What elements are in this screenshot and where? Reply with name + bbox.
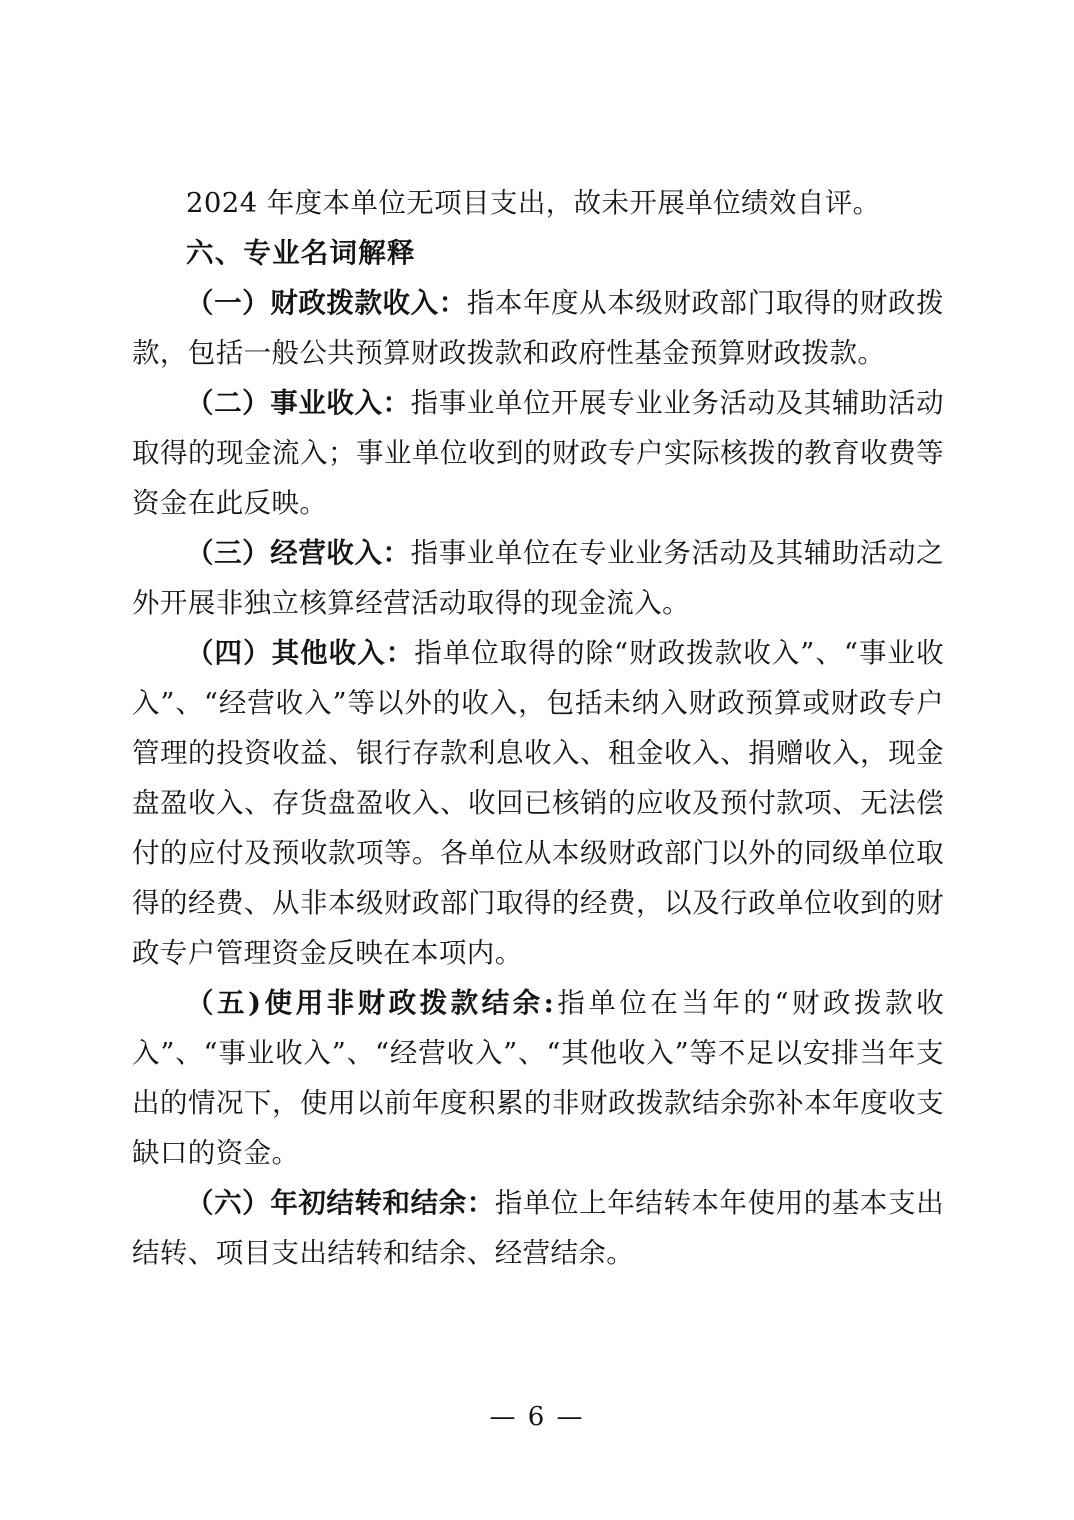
term-label-1: （一）财政拨款收入： xyxy=(186,287,467,319)
term-text-6: 指单位上年结转本年使用的基本支出结转、项目支出结转和结余、经营结余。 xyxy=(132,1187,944,1269)
term-label-3: （三）经营收入： xyxy=(186,537,411,569)
term-item-1 xyxy=(132,278,944,378)
term-text-3: 指事业单位在专业业务活动及其辅助活动之外开展非独立核算经营活动取得的现金流入。 xyxy=(132,537,944,619)
term-text-1: 指本年度从本级财政部门取得的财政拨款，包括一般公共预算财政拨款和政府性基金预算财政拨款。 xyxy=(132,287,944,369)
term-text-4: 指单位取得的除“财政拨款收入”、“事业收入”、“经营收入”等以外的收入，包括未纳入财政预算或财政专户管理的投资收益、银行存款利息收入、租金收入、捐赠收入，现金盘盈收入、存货盘盈收入、收回已核销的应收及预付款项、无法偿付的应付及预收款项等。各单位从本级财政部门以外的同级单位取得的经费、从非本级财政部门取得的经费，以及行政单位收到的财政专户管理资金反映在本项内。 xyxy=(132,637,944,969)
term-label-5: （五)使用非财政拨款结余: xyxy=(186,987,555,1019)
term-label-2: （二）事业收入： xyxy=(186,387,411,419)
page-number: — 6 — xyxy=(489,1402,585,1432)
section-heading-text: 六、专业名词解释 xyxy=(186,237,416,269)
term-item-3 xyxy=(132,528,944,628)
term-item-5 xyxy=(132,978,944,1178)
paragraph-no-project xyxy=(132,178,944,228)
term-item-4 xyxy=(132,628,944,978)
section-heading xyxy=(132,228,944,278)
term-text-2: 指事业单位开展专业业务活动及其辅助活动取得的现金流入；事业单位收到的财政专户实际核拨的教育收费等资金在此反映。 xyxy=(132,387,944,519)
paragraph-text: 2024 年度本单位无项目支出，故未开展单位绩效自评。 xyxy=(186,187,881,219)
term-item-6 xyxy=(132,1178,944,1278)
term-label-4: （四）其他收入： xyxy=(186,637,415,669)
document-body xyxy=(132,178,944,1278)
term-label-6: （六）年初结转和结余： xyxy=(186,1187,495,1219)
term-text-5: 指单位在当年的“财政拨款收入”、“事业收入”、“经营收入”、“其他收入”等不足以安排当年支出的情况下，使用以前年度积累的非财政拨款结余弥补本年度收支缺口的资金。 xyxy=(132,987,944,1169)
term-item-2 xyxy=(132,378,944,528)
page-footer xyxy=(0,1402,1074,1432)
